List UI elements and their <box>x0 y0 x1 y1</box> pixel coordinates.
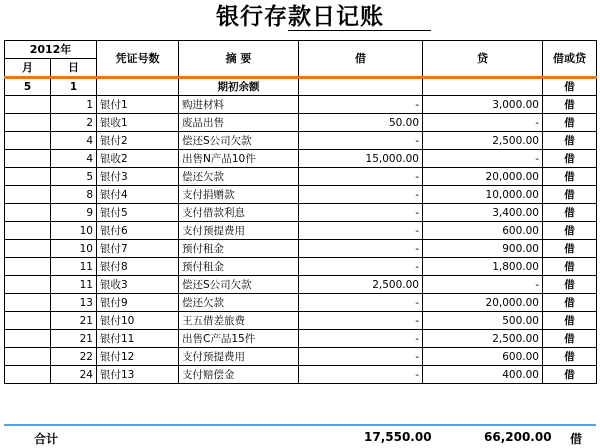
debit-cell: - <box>299 258 423 276</box>
direction-cell: 借 <box>543 276 597 294</box>
debit-cell: - <box>299 168 423 186</box>
month-cell <box>5 114 51 132</box>
day-cell: 24 <box>51 366 97 384</box>
month-cell <box>5 240 51 258</box>
direction-cell: 借 <box>543 222 597 240</box>
month-cell <box>5 258 51 276</box>
month-cell <box>5 348 51 366</box>
ledger-table <box>4 40 597 384</box>
month-cell <box>5 186 51 204</box>
voucher-cell: 银付7 <box>97 240 179 258</box>
total-credit: 66,200.00 <box>484 430 552 444</box>
summary-cell: 预付租金 <box>179 240 299 258</box>
credit-cell: - <box>423 276 543 294</box>
opening-day: 1 <box>51 78 97 96</box>
total-label: 合计 <box>34 432 59 446</box>
debit-cell: - <box>299 204 423 222</box>
header-voucher: 凭证号数 <box>97 41 179 78</box>
voucher-cell: 银付3 <box>97 168 179 186</box>
voucher-cell: 银收2 <box>97 150 179 168</box>
day-cell: 1 <box>51 96 97 114</box>
summary-cell: 支付借款利息 <box>179 204 299 222</box>
day-cell: 11 <box>51 258 97 276</box>
direction-cell: 借 <box>543 330 597 348</box>
table-row <box>5 150 597 168</box>
debit-cell: - <box>299 132 423 150</box>
day-cell: 13 <box>51 294 97 312</box>
table-row <box>5 240 597 258</box>
day-cell: 8 <box>51 186 97 204</box>
debit-cell: - <box>299 330 423 348</box>
direction-cell: 借 <box>543 348 597 366</box>
debit-cell: 50.00 <box>299 114 423 132</box>
table-row <box>5 186 597 204</box>
summary-cell: 偿还欠款 <box>179 294 299 312</box>
month-cell <box>5 150 51 168</box>
voucher-cell: 银付5 <box>97 204 179 222</box>
opening-balance-row <box>5 78 597 96</box>
credit-cell: 900.00 <box>423 240 543 258</box>
header-summary: 摘 要 <box>179 41 299 78</box>
table-row <box>5 276 597 294</box>
debit-cell: - <box>299 222 423 240</box>
header-direction: 借或贷 <box>543 41 597 78</box>
day-cell: 11 <box>51 276 97 294</box>
credit-cell: 10,000.00 <box>423 186 543 204</box>
day-cell: 21 <box>51 330 97 348</box>
header-credit: 贷 <box>423 41 543 78</box>
debit-cell: - <box>299 312 423 330</box>
month-cell <box>5 132 51 150</box>
summary-cell: 购进材料 <box>179 96 299 114</box>
credit-cell: 600.00 <box>423 222 543 240</box>
month-cell <box>5 330 51 348</box>
opening-voucher <box>97 78 179 96</box>
summary-cell: 预付租金 <box>179 258 299 276</box>
header-day: 日 <box>51 59 97 78</box>
voucher-cell: 银付2 <box>97 132 179 150</box>
day-cell: 22 <box>51 348 97 366</box>
table-row <box>5 168 597 186</box>
debit-cell: - <box>299 186 423 204</box>
direction-cell: 借 <box>543 312 597 330</box>
credit-cell: 500.00 <box>423 312 543 330</box>
day-cell: 2 <box>51 114 97 132</box>
voucher-cell: 银付10 <box>97 312 179 330</box>
header-row-1 <box>5 41 597 59</box>
voucher-cell: 银付1 <box>97 96 179 114</box>
credit-cell: - <box>423 114 543 132</box>
day-cell: 4 <box>51 150 97 168</box>
debit-cell: - <box>299 348 423 366</box>
month-cell <box>5 276 51 294</box>
voucher-cell: 银收3 <box>97 276 179 294</box>
voucher-cell: 银付4 <box>97 186 179 204</box>
month-cell <box>5 312 51 330</box>
voucher-cell: 银付9 <box>97 294 179 312</box>
header-debit: 借 <box>299 41 423 78</box>
day-cell: 9 <box>51 204 97 222</box>
table-row <box>5 114 597 132</box>
debit-cell: 2,500.00 <box>299 276 423 294</box>
total-direction: 借 <box>570 432 583 446</box>
month-cell <box>5 294 51 312</box>
voucher-cell: 银付12 <box>97 348 179 366</box>
day-cell: 10 <box>51 240 97 258</box>
debit-cell: - <box>299 96 423 114</box>
direction-cell: 借 <box>543 114 597 132</box>
header-year: 2012年 <box>5 41 97 59</box>
credit-cell: 1,800.00 <box>423 258 543 276</box>
direction-cell: 借 <box>543 294 597 312</box>
month-cell <box>5 222 51 240</box>
table-row <box>5 96 597 114</box>
summary-cell: 偿还欠款 <box>179 168 299 186</box>
ledger-title: 银行存款日记账 <box>216 4 384 30</box>
table-row <box>5 258 597 276</box>
month-cell <box>5 204 51 222</box>
summary-cell: 王五借差旅费 <box>179 312 299 330</box>
day-cell: 5 <box>51 168 97 186</box>
opening-summary: 期初余额 <box>179 78 299 96</box>
direction-cell: 借 <box>543 366 597 384</box>
voucher-cell: 银收1 <box>97 114 179 132</box>
table-row <box>5 132 597 150</box>
credit-cell: 600.00 <box>423 348 543 366</box>
day-cell: 4 <box>51 132 97 150</box>
table-row <box>5 348 597 366</box>
month-cell <box>5 366 51 384</box>
credit-cell: 20,000.00 <box>423 294 543 312</box>
table-row <box>5 204 597 222</box>
summary-cell: 支付预提费用 <box>179 348 299 366</box>
summary-cell: 废品出售 <box>179 114 299 132</box>
credit-cell: 3,000.00 <box>423 96 543 114</box>
opening-month: 5 <box>5 78 51 96</box>
credit-cell: - <box>423 150 543 168</box>
summary-cell: 偿还S公司欠款 <box>179 276 299 294</box>
voucher-cell: 银付13 <box>97 366 179 384</box>
summary-cell: 出售N产品10件 <box>179 150 299 168</box>
summary-cell: 出售C产品15件 <box>179 330 299 348</box>
opening-credit <box>423 78 543 96</box>
voucher-cell: 银付11 <box>97 330 179 348</box>
total-row <box>4 424 596 448</box>
direction-cell: 借 <box>543 186 597 204</box>
opening-debit <box>299 78 423 96</box>
direction-cell: 借 <box>543 96 597 114</box>
voucher-cell: 银付6 <box>97 222 179 240</box>
day-cell: 21 <box>51 312 97 330</box>
month-cell <box>5 96 51 114</box>
table-row <box>5 294 597 312</box>
direction-cell: 借 <box>543 240 597 258</box>
debit-cell: - <box>299 240 423 258</box>
direction-cell: 借 <box>543 150 597 168</box>
summary-cell: 偿还S公司欠款 <box>179 132 299 150</box>
header-month: 月 <box>5 59 51 78</box>
credit-cell: 3,400.00 <box>423 204 543 222</box>
credit-cell: 400.00 <box>423 366 543 384</box>
credit-cell: 2,500.00 <box>423 330 543 348</box>
total-debit: 17,550.00 <box>364 430 432 444</box>
debit-cell: - <box>299 294 423 312</box>
direction-cell: 借 <box>543 132 597 150</box>
summary-cell: 支付捐赠款 <box>179 186 299 204</box>
day-cell: 10 <box>51 222 97 240</box>
table-row <box>5 330 597 348</box>
month-cell <box>5 168 51 186</box>
direction-cell: 借 <box>543 258 597 276</box>
direction-cell: 借 <box>543 204 597 222</box>
credit-cell: 20,000.00 <box>423 168 543 186</box>
summary-cell: 支付赔偿金 <box>179 366 299 384</box>
title-underline <box>288 30 431 31</box>
opening-direction: 借 <box>543 78 597 96</box>
debit-cell: 15,000.00 <box>299 150 423 168</box>
table-row <box>5 366 597 384</box>
voucher-cell: 银付8 <box>97 258 179 276</box>
credit-cell: 2,500.00 <box>423 132 543 150</box>
debit-cell: - <box>299 366 423 384</box>
table-row <box>5 312 597 330</box>
table-row <box>5 222 597 240</box>
summary-cell: 支付预提费用 <box>179 222 299 240</box>
direction-cell: 借 <box>543 168 597 186</box>
